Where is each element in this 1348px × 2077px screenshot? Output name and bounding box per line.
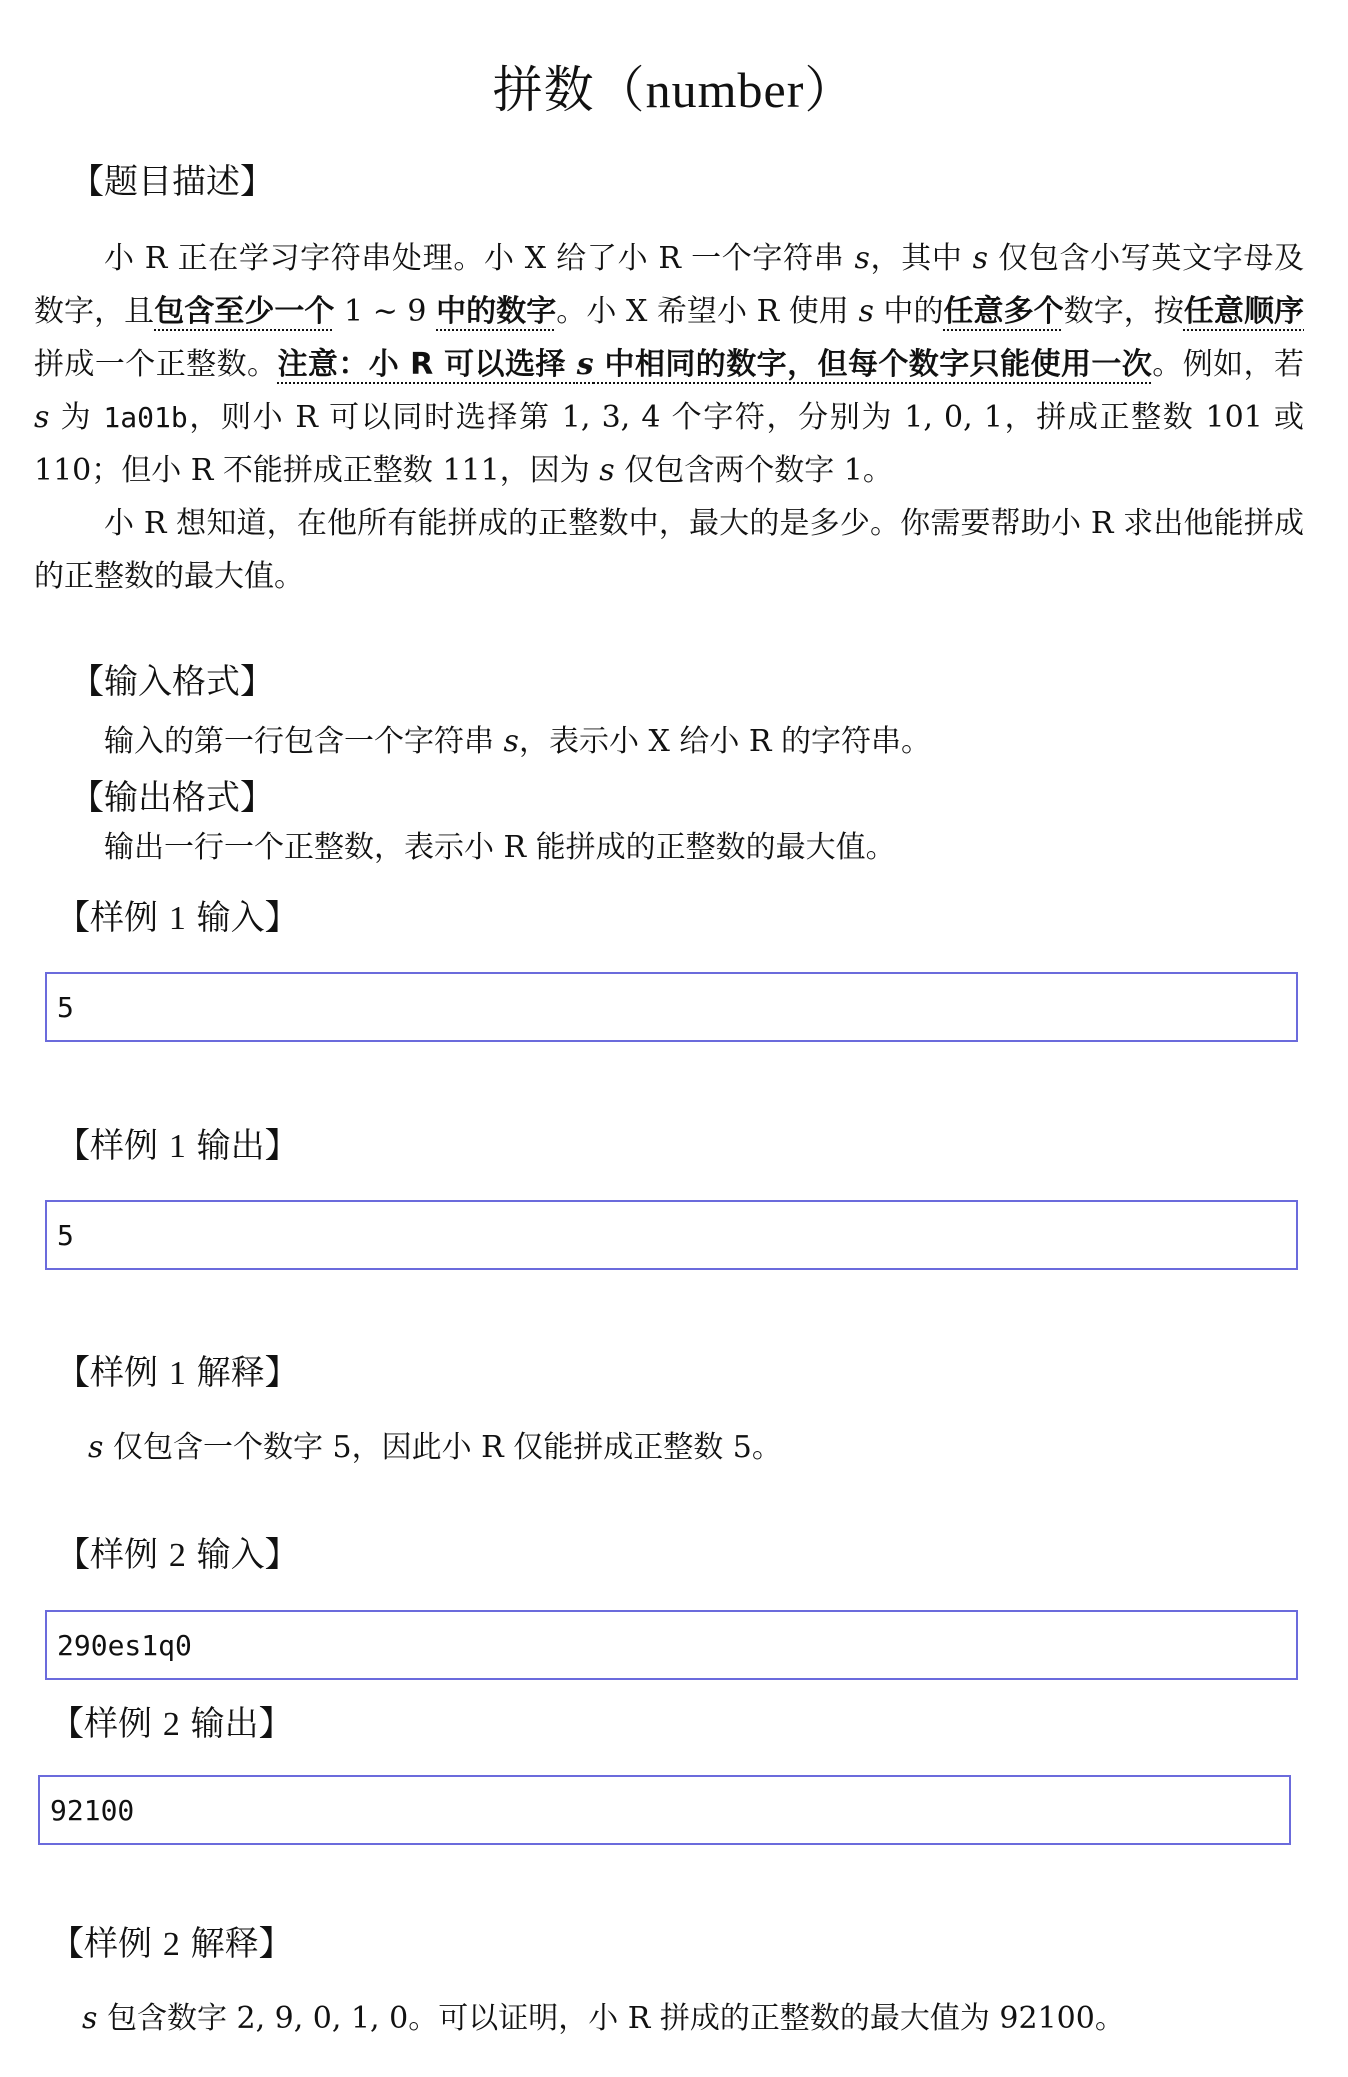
description-text: 1 ∼ 9 xyxy=(334,294,437,329)
sample-number: 1 xyxy=(168,900,186,937)
page-title xyxy=(0,50,1348,122)
title-main: 拼数 xyxy=(492,61,595,119)
description-text: 中的 xyxy=(873,294,944,329)
sample2-explain-heading xyxy=(50,1922,293,1967)
heading-part: 【样例 xyxy=(56,1353,169,1393)
variable-s: s xyxy=(34,400,50,435)
input-format-text xyxy=(104,720,931,764)
sample1-input-heading xyxy=(56,896,299,941)
heading-part: 输入】 xyxy=(185,1535,299,1575)
emphasis-text: 任意多个 xyxy=(943,294,1064,329)
description-text: 数字，按 xyxy=(1063,294,1184,329)
sample1-output-box xyxy=(45,1200,1298,1270)
input-format-heading: 【输入格式】 xyxy=(70,662,274,702)
variable-s: s xyxy=(576,347,594,382)
title-paren-open: （ xyxy=(594,61,646,119)
title-paren-close: ） xyxy=(804,61,856,119)
variable-s: s xyxy=(82,2001,98,2036)
heading-part: 【样例 xyxy=(56,1126,169,1166)
sample-number: 2 xyxy=(162,1706,180,1743)
explanation-text: 仅包含一个数字 5，因此小 R 仅能拼成正整数 5。 xyxy=(103,1430,782,1465)
sample-number: 2 xyxy=(168,1537,186,1574)
sample2-explanation xyxy=(82,1997,1125,2041)
sample2-output-value: 92100 xyxy=(50,1793,135,1827)
description-text: 仅包含两个数字 1。 xyxy=(614,453,893,488)
heading-part: 【样例 xyxy=(50,1704,163,1744)
sample2-input-box xyxy=(45,1610,1298,1680)
sample1-explain-heading xyxy=(56,1351,299,1396)
variable-s: s xyxy=(503,724,519,759)
description-text: 。小 X 希望小 R 使用 xyxy=(556,294,859,329)
variable-s: s xyxy=(599,453,615,488)
sample1-explanation xyxy=(88,1426,782,1470)
heading-part: 解释】 xyxy=(185,1353,299,1393)
variable-s: s xyxy=(858,294,874,329)
sample1-input-box xyxy=(45,972,1298,1042)
heading-part: 【样例 xyxy=(50,1924,163,1964)
sample2-output-box xyxy=(38,1775,1291,1845)
sample1-input-value: 5 xyxy=(57,990,74,1024)
emphasis-text: 包含至少一个 xyxy=(154,294,335,329)
sample-number: 2 xyxy=(162,1926,180,1963)
variable-s: s xyxy=(88,1430,104,1465)
description-heading: 【题目描述】 xyxy=(70,162,274,202)
description-paragraph-1 xyxy=(34,232,1304,497)
description-text: 。例如，若 xyxy=(1152,347,1305,382)
description-text: 为 xyxy=(49,400,104,435)
variable-s: s xyxy=(972,241,989,276)
input-format-text-part: 输入的第一行包含一个字符串 xyxy=(104,724,504,759)
sample1-output-value: 5 xyxy=(57,1218,74,1252)
sample2-input-heading xyxy=(56,1533,299,1578)
sample-number: 1 xyxy=(168,1355,186,1392)
emphasis-text: 任意顺序 xyxy=(1183,294,1305,329)
heading-part: 输出】 xyxy=(179,1704,293,1744)
output-format-text: 输出一行一个正整数，表示小 R 能拼成的正整数的最大值。 xyxy=(104,830,896,865)
variable-s: s xyxy=(854,241,870,276)
heading-part: 【样例 xyxy=(56,1535,169,1575)
emphasis-text: 中的数字 xyxy=(436,294,557,329)
explanation-text: 包含数字 2, 9, 0, 1, 0。可以证明，小 R 拼成的正整数的最大值为 92100。 xyxy=(97,2001,1125,2036)
heading-part: 输入】 xyxy=(185,898,299,938)
sample1-output-heading xyxy=(56,1124,299,1169)
description-text: ，其中 xyxy=(869,241,973,276)
description-paragraph-2: 小 R 想知道，在他所有能拼成的正整数中，最大的是多少。你需要帮助小 R 求出他能拼成的正整数的最大值。 xyxy=(34,506,1304,594)
description-text: 小 R 正在学习字符串处理。小 X 给了小 R 一个字符串 xyxy=(104,241,855,276)
sample2-output-heading xyxy=(50,1702,293,1747)
heading-part: 【样例 xyxy=(56,898,169,938)
heading-part: 输出】 xyxy=(185,1126,299,1166)
description-text: ，则小 R 可以同时选择第 1, 3, 4 个字符，分别为 1, 0, 1，拼成正整数 101 或 110；但小 R 不能拼成正整数 111，因为 xyxy=(34,400,1304,488)
title-subtitle: number xyxy=(645,62,805,118)
description-text: 仅包含小写英文字母及数字，且 xyxy=(34,241,1304,329)
heading-part: 解释】 xyxy=(179,1924,293,1964)
sample-number: 1 xyxy=(168,1128,186,1165)
emphasis-text: 中相同的数字，但每个数字只能使用一次 xyxy=(593,347,1153,382)
output-format-heading: 【输出格式】 xyxy=(70,778,274,818)
sample2-input-value: 290es1q0 xyxy=(57,1628,192,1662)
description-text: 拼成一个正整数。 xyxy=(34,347,278,382)
emphasis-text: 注意：小 R 可以选择 xyxy=(277,347,577,382)
inline-code: 1a01b xyxy=(103,401,188,434)
input-format-text-part: ，表示小 X 给小 R 的字符串。 xyxy=(518,724,932,759)
